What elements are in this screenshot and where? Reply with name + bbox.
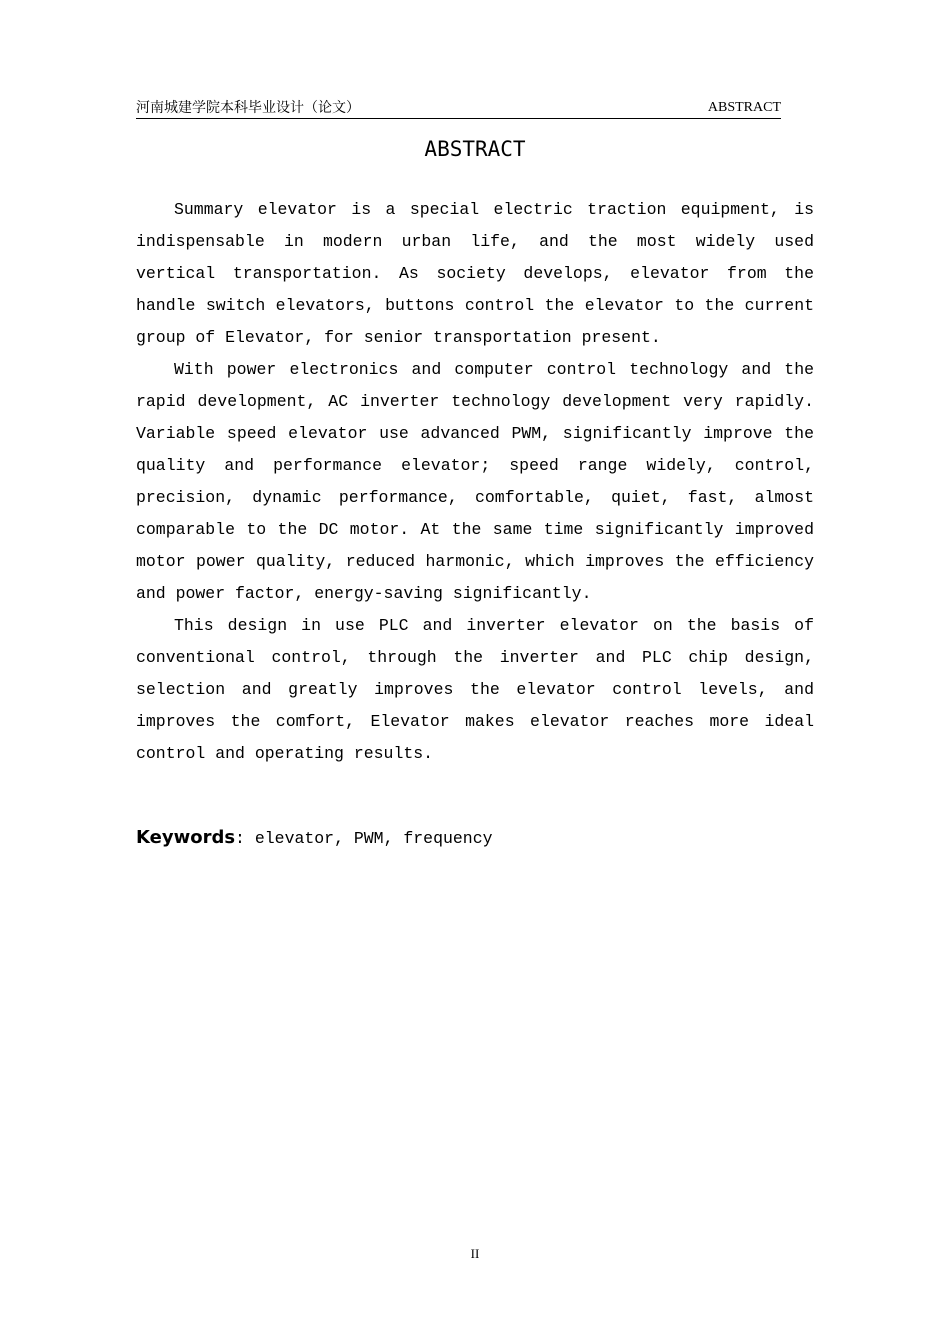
abstract-paragraph-2: With power electronics and computer control technology and the rapid development, AC inverter technology development very rapidly. Variable speed elevator use advanced PWM, significantly improve the quality and performance elevator; speed range widely, control, precision, dynamic performance, comfortable, quiet, fast, almost comparable to the DC motor. At the same time significantly improved motor power quality, reduced harmonic, which improves the efficiency and power factor, energy-saving significantly. xyxy=(136,360,814,603)
abstract-paragraph-3: This design in use PLC and inverter elevator on the basis of conventional control, through the inverter and PLC chip design, selection and greatly improves the elevator control levels, and improves the comfort, Elevator makes elevator reaches more ideal control and operating results. xyxy=(136,616,814,763)
keywords-value: elevator, PWM, frequency xyxy=(254,829,493,848)
abstract-paragraph-1: Summary elevator is a special electric traction equipment, is indispensable in modern urban life, and the most widely used vertical transportation. As society develops, elevator from the handle switch elevators, buttons control the elevator to the current group of Elevator, for senior transportation present. xyxy=(136,200,814,347)
page-number: II xyxy=(470,1246,480,1261)
header-school-title: 河南城建学院本科毕业设计（论文） xyxy=(136,100,360,116)
keywords-separator: : xyxy=(235,829,255,848)
header-section-name: ABSTRACT xyxy=(707,100,781,115)
abstract-title: ABSTRACT xyxy=(424,137,526,161)
keywords-line xyxy=(136,822,814,855)
page-header xyxy=(136,98,781,119)
keywords-label: Keywords xyxy=(136,827,236,848)
abstract-body xyxy=(136,194,814,770)
